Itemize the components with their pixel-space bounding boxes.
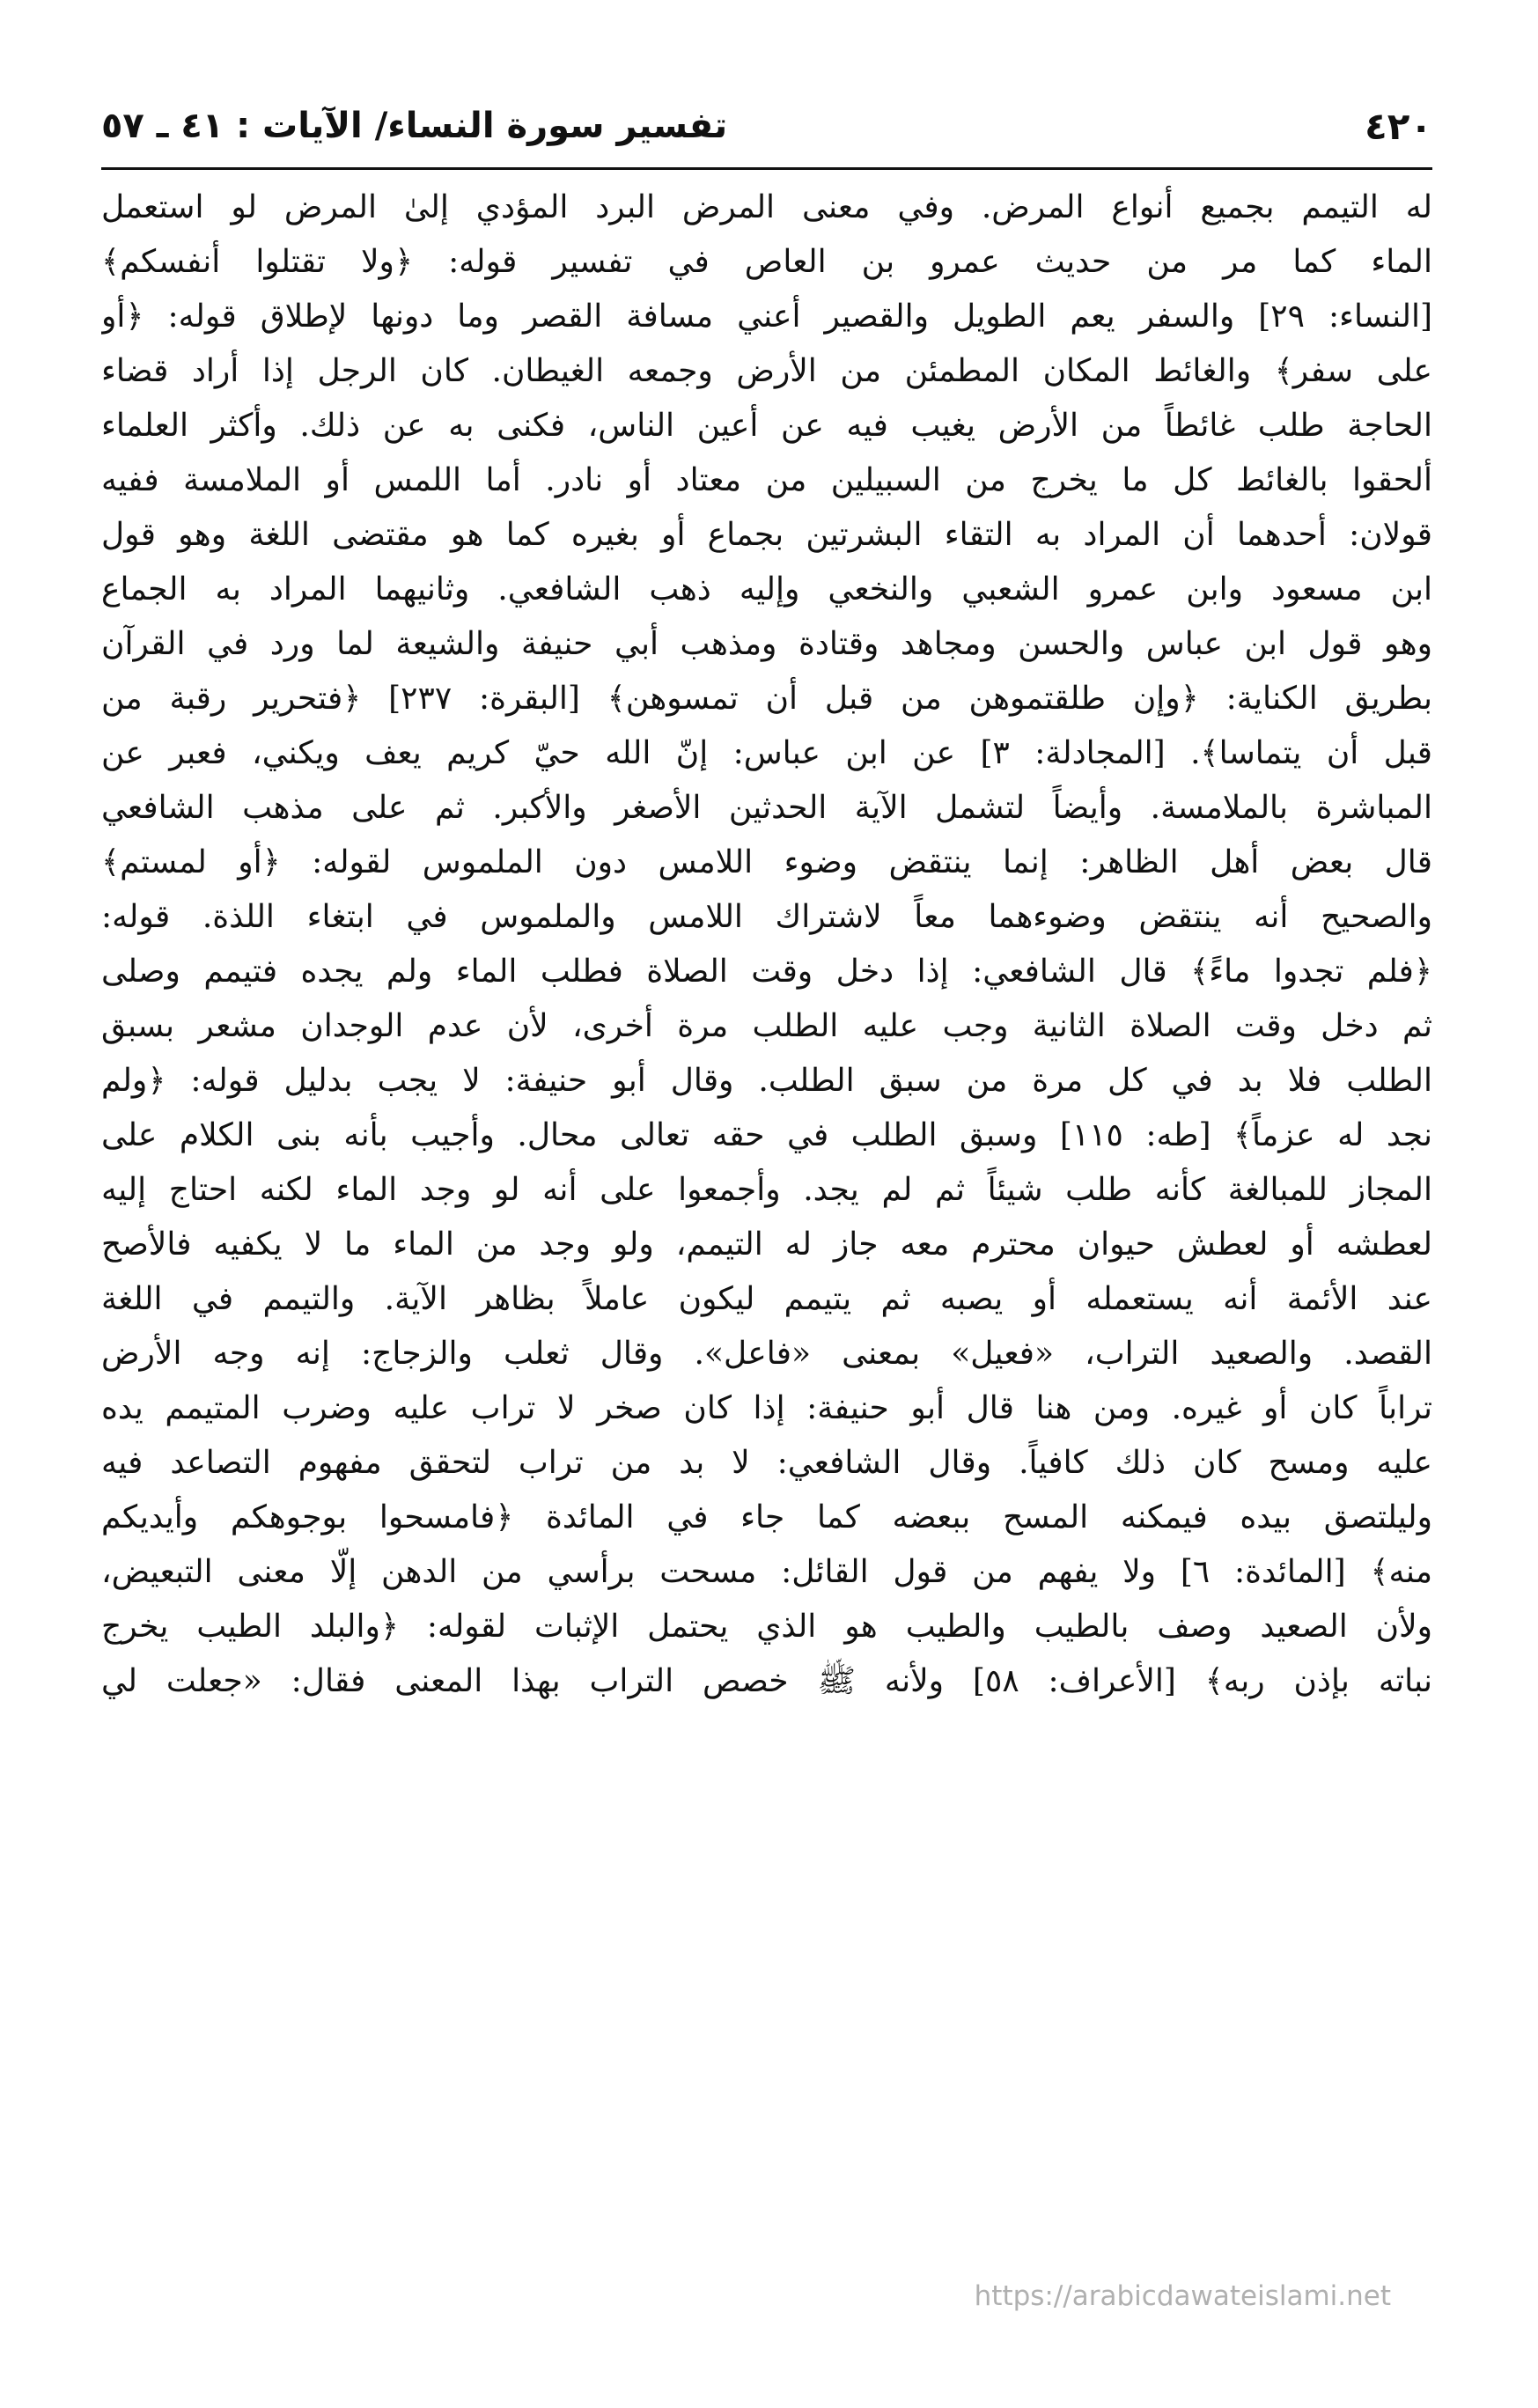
text-line: قال بعض أهل الظاهر: إنما ينتقض وضوء اللامس دون الملموس لقوله: ﴿أو لمستم﴾ (101, 844, 1432, 880)
text-line: القصد. والصعيد التراب، «فعيل» بمعنى «فاعل». وقال ثعلب والزجاج: إنه وجه الأرض (101, 1336, 1432, 1372)
text-line: ألحقوا بالغائط كل ما يخرج من السبيلين من معتاد أو نادر. أما اللمس أو الملامسة ففيه (101, 462, 1432, 498)
text-line: ﴿فلم تجدوا ماءً﴾ قال الشافعي: إذا دخل وقت الصلاة فطلب الماء ولم يجده فتيمم وصلى (101, 954, 1432, 990)
text-line: نجد له عزماً﴾ [طه: ١١٥] وسبق الطلب في حقه تعالى محال. وأجيب بأنه بنى الكلام على (101, 1117, 1432, 1153)
text-line: الحاجة طلب غائطاً من الأرض يغيب فيه عن أعين الناس، فكنى به عن ذلك. وأكثر العلماء (101, 408, 1432, 444)
text-line: قبل أن يتماسا﴾. [المجادلة: ٣] عن ابن عباس: إنّ الله حيّ كريم يعف ويكني، فعبر عن (101, 735, 1432, 771)
text-line: المجاز للمبالغة كأنه طلب شيئاً ثم لم يجد. وأجمعوا على أنه لو وجد الماء لكنه احتاج إليه (101, 1172, 1432, 1208)
text-line: وليلتصق بيده فيمكنه المسح ببعضه كما جاء في المائدة ﴿فامسحوا بوجوهكم وأيديكم (101, 1499, 1432, 1535)
text-line: على سفر﴾ والغائط المكان المطمئن من الأرض وجمعه الغيطان. كان الرجل إذا أراد قضاء (101, 353, 1432, 389)
text-line: عند الأئمة أنه يستعمله أو يصبه ثم يتيمم ليكون عاملاً بظاهر الآية. والتيمم في اللغة (101, 1281, 1432, 1317)
text-line: قولان: أحدهما أن المراد به التقاء البشرتين بجماع أو بغيره كما هو مقتضى اللغة وهو قول (101, 517, 1432, 553)
text-line: ابن مسعود وابن عمرو الشعبي والنخعي وإليه ذهب الشافعي. وثانيهما المراد به الجماع (101, 571, 1432, 608)
text-line: الطلب فلا بد في كل مرة من سبق الطلب. وقال أبو حنيفة: لا يجب بدليل قوله: ﴿ولم (101, 1063, 1432, 1099)
body-text (101, 180, 1432, 1709)
text-line: المباشرة بالملامسة. وأيضاً لتشمل الآية الحدثين الأصغر والأكبر. ثم على مذهب الشافعي (101, 790, 1432, 826)
text-line: بطريق الكناية: ﴿وإن طلقتموهن من قبل أن تمسوهن﴾ [البقرة: ٢٣٧] ﴿فتحرير رقبة من (101, 681, 1432, 717)
text-line: عليه ومسح كان ذلك كافياً. وقال الشافعي: لا بد من تراب لتحقق مفهوم التصاعد فيه (101, 1445, 1432, 1481)
text-line: نباته بإذن ربه﴾ [الأعراف: ٥٨] ولأنه ﷺ خصص التراب بهذا المعنى فقال: «جعلت لي (101, 1663, 1432, 1699)
header-title: تفسير سورة النساء/ الآيات : ٤١ ـ ٥٧ (101, 106, 728, 146)
text-line: منه﴾ [المائدة: ٦] ولا يفهم من قول القائل: مسحت برأسي من الدهن إلّا معنى التبعيض، (101, 1554, 1432, 1590)
text-line: لعطشه أو لعطش حيوان محترم معه جاز له التيمم، ولو وجد من الماء ما لا يكفيه فالأصح (101, 1226, 1432, 1263)
watermark-url: https://arabicdawateislami.net (974, 2280, 1391, 2312)
running-header (101, 95, 1432, 157)
text-line: الماء كما مر من حديث عمرو بن العاص في تفسير قوله: ﴿ولا تقتلوا أنفسكم﴾ (101, 244, 1432, 280)
text-line: تراباً كان أو غيره. ومن هنا قال أبو حنيفة: إذا كان صخر لا تراب عليه وضرب المتيمم يده (101, 1390, 1432, 1426)
text-line: وهو قول ابن عباس والحسن ومجاهد وقتادة ومذهب أبي حنيفة والشيعة لما ورد في القرآن (101, 626, 1432, 662)
text-line: ولأن الصعيد وصف بالطيب والطيب هو الذي يحتمل الإثبات لقوله: ﴿والبلد الطيب يخرج (101, 1609, 1432, 1645)
text-line: والصحيح أنه ينتقض وضوءهما معاً لاشتراك اللامس والملموس في ابتغاء اللذة. قوله: (101, 899, 1432, 935)
header-divider (101, 167, 1432, 170)
text-line: له التيمم بجميع أنواع المرض. وفي معنى المرض البرد المؤدي إلىٰ المرض لو استعمل (101, 189, 1432, 225)
text-line: ثم دخل وقت الصلاة الثانية وجب عليه الطلب مرة أخرى، لأن عدم الوجدان مشعر بسبق (101, 1008, 1432, 1044)
page-number: ٤٢٠ (1365, 104, 1432, 148)
text-line: [النساء: ٢٩] والسفر يعم الطويل والقصير أعني مسافة القصر وما دونها لإطلاق قوله: ﴿أو (101, 298, 1432, 335)
